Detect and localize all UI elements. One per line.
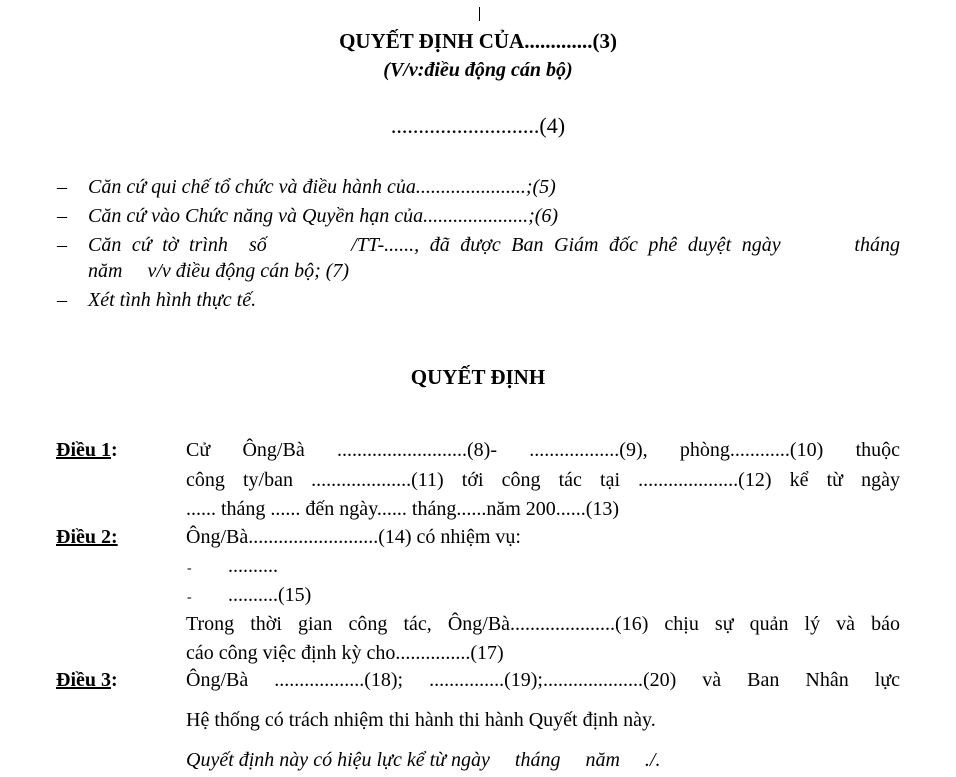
article-3-label-colon: : xyxy=(111,669,118,691)
article-2-line-1: Ông/Bà..........................(14) có nhiệm vụ: xyxy=(186,526,521,548)
text-cursor xyxy=(479,7,480,21)
article-1-line-1: Cử Ông/Bà ..........................(8)- ..................(9), phòng............(10) thuộc xyxy=(186,439,900,461)
basis-item-3-line-1: Căn cứ tờ trình số /TT-......, đã được Ban Giám đốc phê duyệt ngày tháng xyxy=(88,234,900,256)
basis-dash-3: – xyxy=(57,234,67,256)
duty-item-1: .......... xyxy=(228,555,278,577)
duty-item-2: ..........(15) xyxy=(228,584,312,606)
article-3-line-2: Hệ thống có trách nhiệm thi hành thi hành Quyết định này. xyxy=(186,709,656,731)
basis-item-3-line-2: năm v/v điều động cán bộ; (7) xyxy=(88,260,350,282)
basis-item-1: Căn cứ qui chế tổ chức và điều hành của......................;(5) xyxy=(88,176,556,198)
article-3-line-3: Quyết định này có hiệu lực kể từ ngày tháng năm ./. xyxy=(186,749,661,771)
article-3-label xyxy=(56,669,118,692)
article-1-line-2: công ty/ban ....................(11) tới công tác tại ....................(12) kể từ ngày xyxy=(186,469,900,491)
issuer-placeholder: ...........................(4) xyxy=(390,113,566,138)
document-title: QUYẾT ĐỊNH CỦA.............(3) xyxy=(339,29,617,53)
article-2-line-3: cáo công việc định kỳ cho...............(17) xyxy=(186,642,504,664)
article-1-label xyxy=(56,439,118,462)
article-2-label: Điều 2: xyxy=(56,526,118,548)
document-subtitle: (V/v:điều động cán bộ) xyxy=(383,59,573,81)
basis-dash-4: – xyxy=(57,289,67,311)
basis-item-2: Căn cứ vào Chức năng và Quyền hạn của.....................;(6) xyxy=(88,205,559,227)
article-3-label-text: Điều 3 xyxy=(56,669,111,691)
decision-heading: QUYẾT ĐỊNH xyxy=(410,365,546,389)
duty-dash-2: - xyxy=(187,590,192,605)
article-2-line-2: Trong thời gian công tác, Ông/Bà.....................(16) chịu sự quản lý và báo xyxy=(186,613,900,635)
basis-dash-1: – xyxy=(57,176,67,198)
article-3-line-1: Ông/Bà ..................(18); ...............(19);....................(20) và Ban Nhân lực xyxy=(186,669,900,691)
article-1-label-colon: : xyxy=(111,439,118,461)
basis-item-4: Xét tình hình thực tế. xyxy=(88,289,257,311)
basis-dash-2: – xyxy=(57,205,67,227)
duty-dash-1: - xyxy=(187,561,192,576)
article-1-line-3: ...... tháng ...... đến ngày...... tháng......năm 200......(13) xyxy=(186,498,620,520)
article-1-label-text: Điều 1 xyxy=(56,439,111,461)
